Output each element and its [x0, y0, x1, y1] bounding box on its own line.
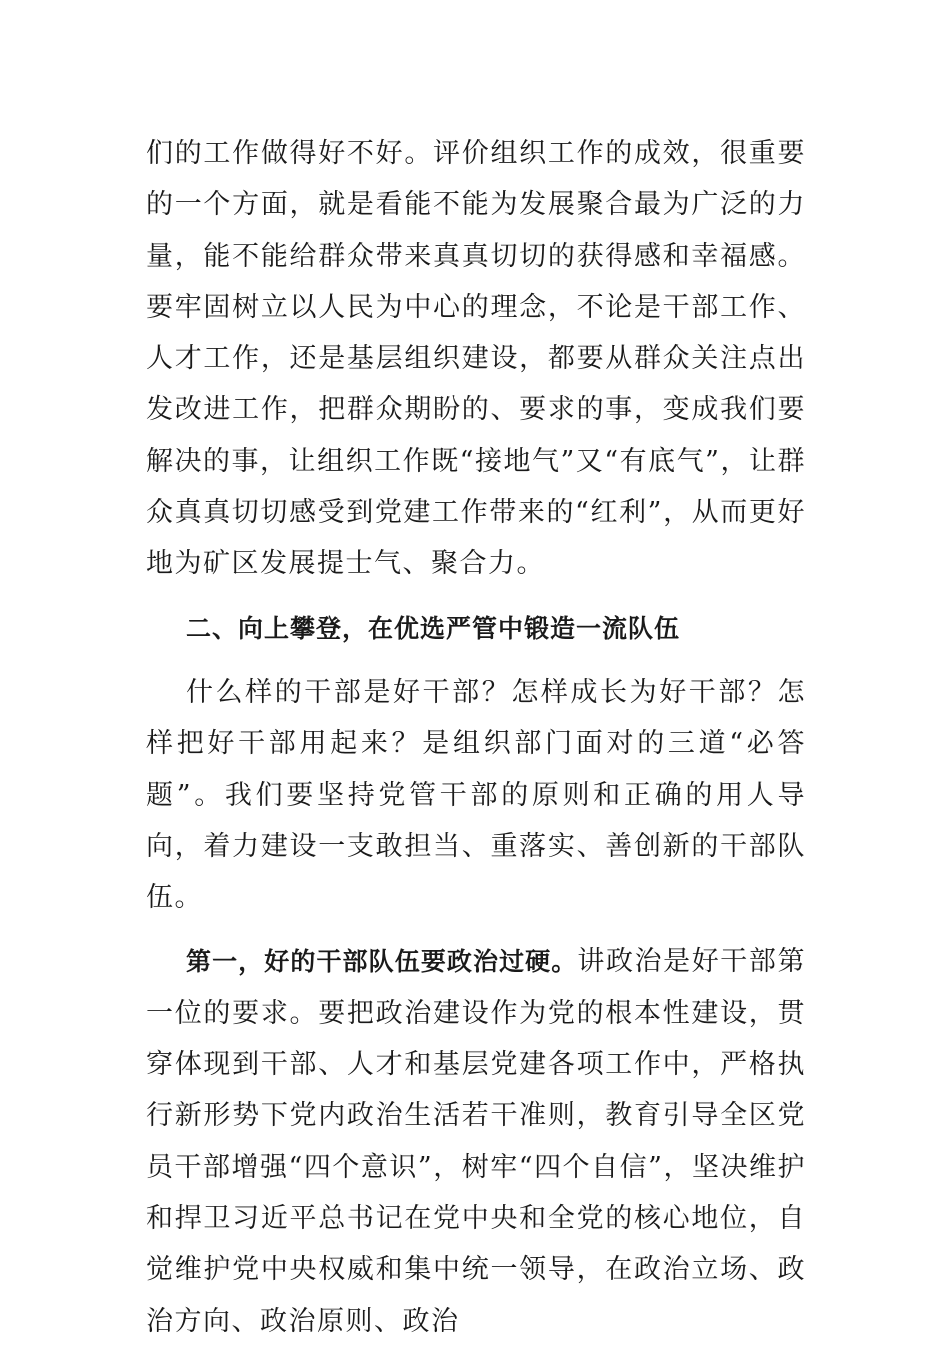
document-body [146, 128, 806, 1347]
paragraph-continuation: 们的工作做得好不好。评价组织工作的成效，很重要的一个方面，就是看能不能为发展聚合最为广泛的力量，能不能给群众带来真真切切的获得感和幸福感。要牢固树立以人民为中心的理念，不论是干部工作、人才工作，还是基层组织建设，都要从群众关注点出发改进工作，把群众期盼的、要求的事，变成我们要解决的事，让组织工作既“接地气”又“有底气”，让群众真真切切感受到党建工作带来的“红利”，从而更好地为矿区发展提士气、聚合力。 [146, 138, 806, 580]
point-one-text: 讲政治是好干部第一位的要求。要把政治建设作为党的根本性建设，贯穿体现到干部、人才和基层党建各项工作中，严格执行新形势下党内政治生活若干准则，教育引导全区党员干部增强“四个意识”，树牢“四个自信”，坚决维护和捍卫习近平总书记在党中央和全党的核心地位，自觉维护党中央权威和集中统一领导，在政治立场、政治方向、政治原则、政治 [146, 946, 806, 1337]
section-heading: 二、向上攀登，在优选严管中锻造一流队伍 [186, 613, 681, 643]
paragraph-point-one [146, 936, 806, 1346]
point-one-lead: 第一，好的干部队伍要政治过硬。 [186, 947, 578, 977]
paragraph-intro: 什么样的干部是好干部？怎样成长为好干部？怎样把好干部用起来？是组织部门面对的三道“必答题”。我们要坚持党管干部的原则和正确的用人导向，着力建设一支敢担当、重落实、善创新的干部队伍。 [146, 676, 806, 914]
